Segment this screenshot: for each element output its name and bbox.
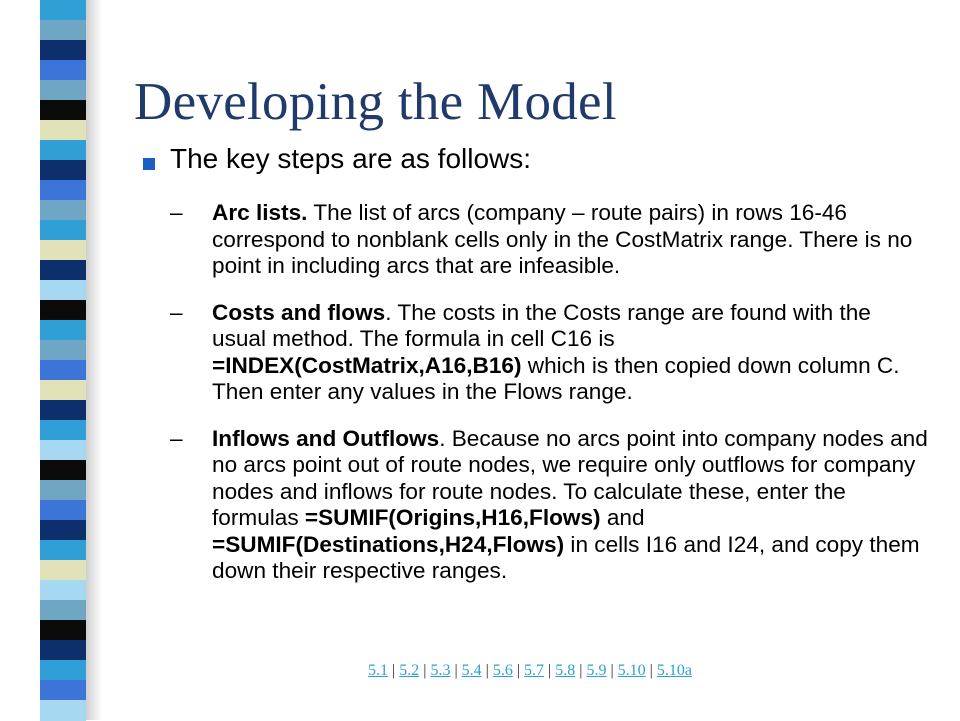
nav-link-5-3[interactable]: 5.3 [430,662,451,679]
dash-marker: – [170,200,183,225]
nav-link-5-9[interactable]: 5.9 [586,662,607,679]
stripe-segment [40,640,86,661]
formula-text: =SUMIF(Destinations,H24,Flows) [212,531,565,557]
stripe-segment [40,560,86,581]
stripe-segment [40,600,86,621]
stripe-segment [40,380,86,401]
stripe-segment [40,300,86,321]
lead-text: The key steps are as follows: [170,143,532,174]
stripe-segment [40,180,86,201]
stripe-segment [40,200,86,221]
item-heading: Inflows and Outflows [212,425,440,451]
item-text: The list of arcs (company – route pairs) in rows 16-46 correspond to nonblank cells only in the CostMatrix range. There is no point in including arcs that are infeasible. [212,200,913,278]
list-item-costs-and-flows [170,300,930,406]
stripe-segment [40,0,86,21]
nav-link-5-7[interactable]: 5.7 [524,662,545,679]
item-text: and [600,505,645,530]
square-bullet-icon [143,158,155,170]
footer-nav [0,662,960,680]
stripe-segment [40,620,86,641]
stripe-segment [40,60,86,81]
item-text: . Because no arcs point into company nodes and no arcs point out of route nodes, we require only outflows for company nodes and inflows for route nodes. To calculate these, enter the formulas [212,425,928,530]
nav-separator: | [645,662,657,679]
nav-link-5-8[interactable]: 5.8 [555,662,576,679]
stripe-segment [40,240,86,261]
item-text: in cells I16 and I24, and copy them down their respective ranges. [212,531,920,583]
stripe-segment [40,220,86,241]
nav-separator: | [481,662,493,679]
nav-separator: | [606,662,618,679]
nav-link-5-1[interactable]: 5.1 [368,662,389,679]
stripe-segment [40,100,86,121]
stripe-segment [40,140,86,161]
stripe-shadow [86,0,102,720]
stripe-segment [40,20,86,41]
stripe-segment [40,460,86,481]
item-heading: Arc lists. [212,200,308,225]
nav-separator: | [575,662,587,679]
item-text: . The costs in the Costs range are found with the usual method. The formula in cell C16 is [212,299,871,351]
list-item-inflows-outflows [170,426,930,585]
nav-separator: | [512,662,525,679]
nav-link-5-10[interactable]: 5.10 [617,662,646,679]
stripe-segment [40,580,86,601]
stripe-segment [40,520,86,541]
stripe-segment [40,500,86,521]
nav-link-5-2[interactable]: 5.2 [399,662,420,679]
dash-marker: – [170,299,183,325]
stripe-segment [40,420,86,441]
stripe-segment [40,400,86,421]
stripe-segment [40,260,86,281]
formula-text: =INDEX(CostMatrix,A16,B16) [212,352,522,378]
stripe-segment [40,40,86,61]
stripe-segment [40,160,86,181]
nav-separator: | [544,662,556,679]
nav-separator: | [450,662,462,679]
nav-separator: | [419,662,431,679]
item-heading: Costs and flows [212,299,386,325]
stripe-segment [40,480,86,501]
stripe-segment [40,280,86,301]
nav-separator: | [388,662,400,679]
stripe-segment [40,360,86,381]
stripe-segment [40,700,86,721]
item-text: which is then copied down column C. Then enter any values in the Flows range. [212,352,900,404]
decorative-stripe [40,0,86,720]
nav-link-5-6[interactable]: 5.6 [492,662,513,679]
nav-link-5-4[interactable]: 5.4 [461,662,482,679]
stripe-segment [40,80,86,101]
stripe-segment [40,320,86,341]
formula-text: =SUMIF(Origins,H16,Flows) [304,505,601,530]
stripe-segment [40,540,86,561]
stripe-segment [40,340,86,361]
slide-title: Developing the Model [134,73,617,131]
sub-bullet-list [170,200,930,605]
list-item-arc-lists [170,200,930,280]
stripe-segment [40,680,86,701]
dash-marker: – [170,425,183,451]
stripe-segment [40,120,86,141]
stripe-segment [40,440,86,461]
nav-link-5-10a[interactable]: 5.10a [656,662,692,679]
